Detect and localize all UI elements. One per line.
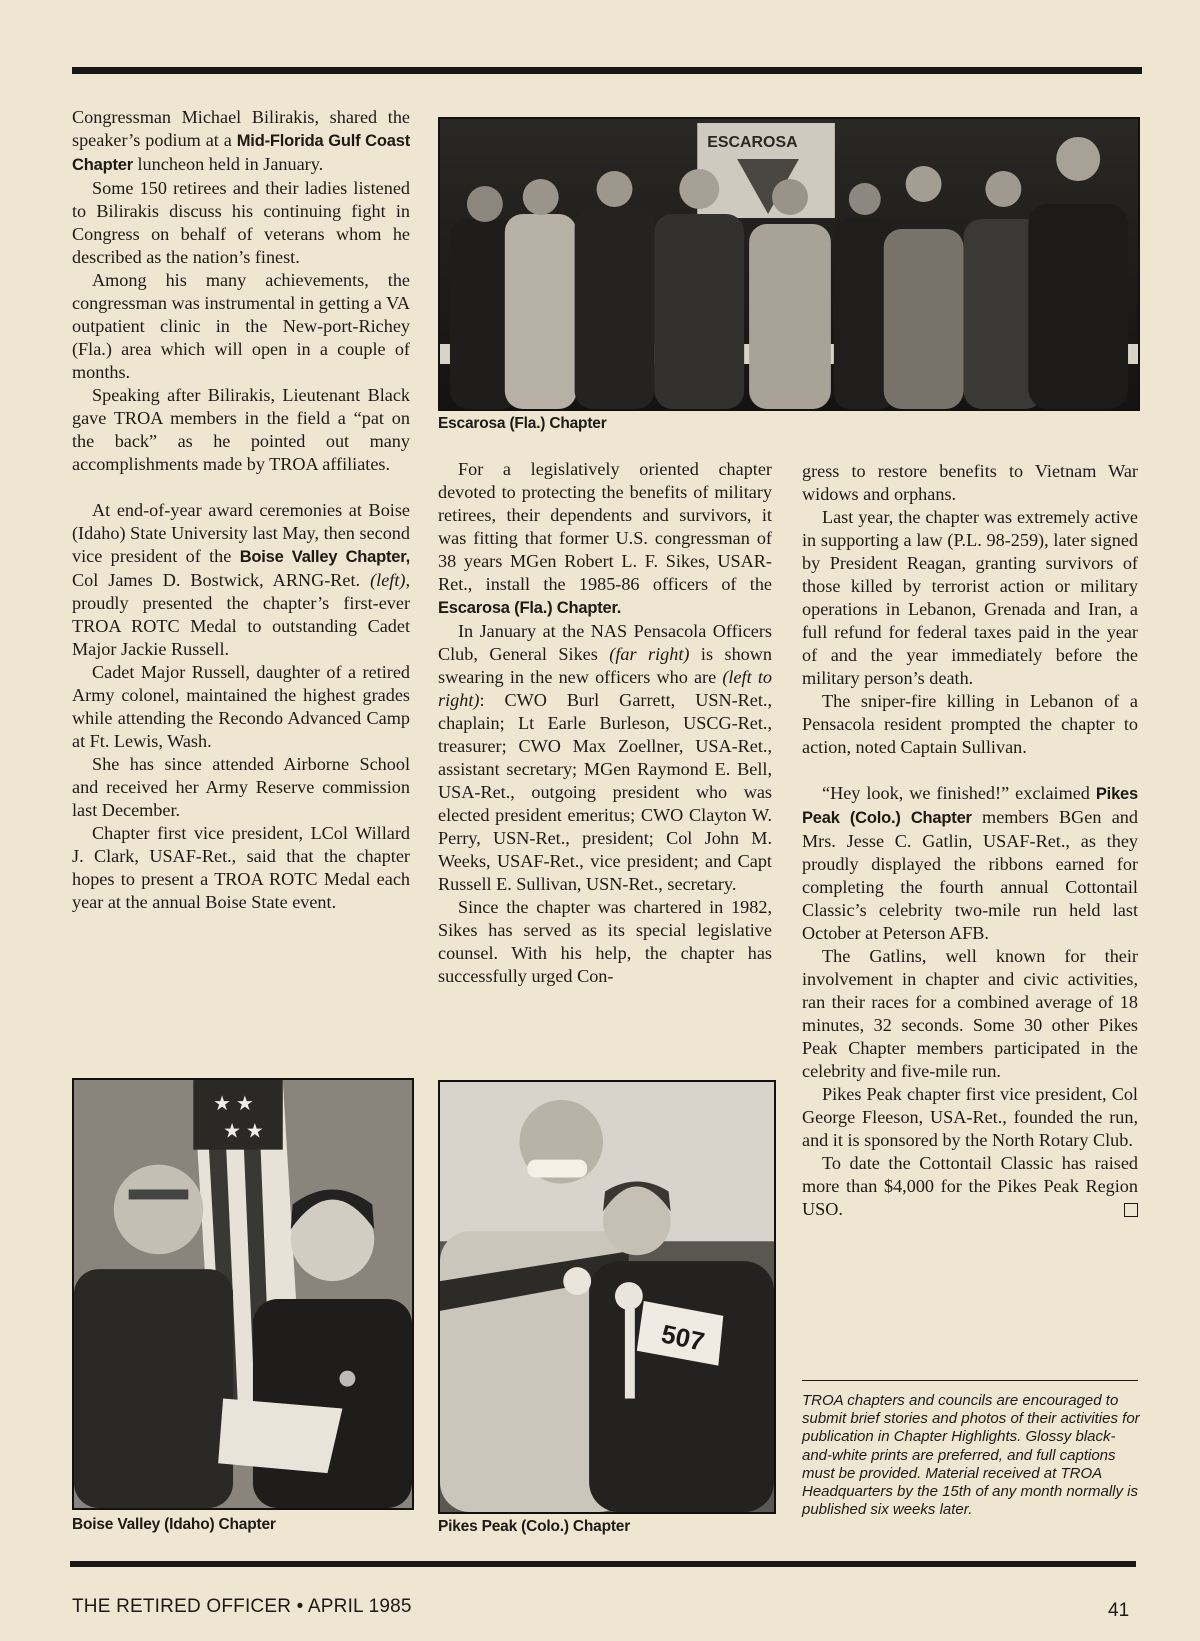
svg-text:★ ★: ★ ★ xyxy=(213,1092,254,1115)
column-3 xyxy=(802,460,1138,1221)
paragraph: Congressman Michael Bilirakis, shared the speaker’s podium at a Mid-Florida Gulf Coast Chapter luncheon held in January. xyxy=(72,107,410,174)
note-divider xyxy=(802,1380,1138,1381)
paragraph: Last year, the chapter was extremely active in supporting a law (P.L. 98-259), later signed by President Reagan, granting survivors of those killed by terrorist action or military operations in Lebanon, Grenada and Iran, a full refund for federal taxes paid in the year of and the year immediately before the military person’s death. xyxy=(802,507,1138,688)
submission-note: TROA chapters and councils are encouraged to submit brief stories and photos of their activities for publication in Chapter Highlights. Glossy black-and-white prints are preferred, and full captions must be provided. Material received at TROA Headquarters by the 15th of any month normally is published six weeks later. xyxy=(802,1392,1140,1519)
paragraph: gress to restore benefits to Vietnam War widows and orphans. xyxy=(802,461,1138,504)
paragraph: For a legislatively oriented chapter devoted to protecting the benefits of military retirees, their dependents and survivors, it was fitting that former U.S. congressman of 38 years MGen Robert L. F. Sikes, USAR-Ret., install the 1985-86 officers of the Escarosa (Fla.) Chapter. xyxy=(438,459,772,617)
escarosa-caption: Escarosa (Fla.) Chapter xyxy=(438,415,607,432)
chapter-name: Pikes Peak (Colo.) Chapter xyxy=(802,785,1138,827)
escarosa-chapter-photo xyxy=(438,117,1140,411)
page-number: 41 xyxy=(1108,1600,1130,1621)
svg-text:★ ★: ★ ★ xyxy=(223,1120,264,1143)
bottom-rule xyxy=(70,1561,1136,1567)
paragraph: The sniper-fire killing in Lebanon of a Pensacola resident prompted the chapter to action, noted Captain Sullivan. xyxy=(802,691,1138,757)
chapter-name: Escarosa (Fla.) Chapter. xyxy=(438,599,622,617)
paragraph: Chapter first vice president, LCol Willard J. Clark, USAF-Ret., said that the chapter hopes to present a TROA ROTC Medal each year at the annual Boise State event. xyxy=(72,823,410,912)
paragraph: At end-of-year award ceremonies at Boise (Idaho) State University last May, then second vice president of the Boise Valley Chapter, Col James D. Bostwick, ARNG-Ret. (left), proudly presented the chapter’s first-ever TROA ROTC Medal to outstanding Cadet Major Jackie Russell. xyxy=(72,500,410,659)
paragraph: Speaking after Bilirakis, Lieutenant Black gave TROA members in the field a “pat on the back” as he pointed out many accomplishments made by TROA affiliates. xyxy=(72,385,410,474)
paragraph: To date the Cottontail Classic has raised more than $4,000 for the Pikes Peak Region USO. xyxy=(802,1153,1138,1219)
chapter-name: Mid-Florida Gulf Coast Chapter xyxy=(72,132,410,174)
paragraph: Since the chapter was chartered in 1982, Sikes has served as its special legislative counsel. With his help, the chapter has successfully urged Con- xyxy=(438,897,772,986)
pikes-peak-chapter-photo xyxy=(438,1080,776,1514)
race-bib-number: 507 xyxy=(658,1320,707,1357)
boise-valley-chapter-photo xyxy=(72,1078,414,1510)
banner-text: ESCAROSA xyxy=(707,133,798,152)
paragraph: Among his many achievements, the congressman was instrumental in getting a VA outpatient clinic in the New-port-Richey (Fla.) area which will open in a couple of months. xyxy=(72,270,410,382)
column-2 xyxy=(438,458,772,988)
end-mark-icon xyxy=(1124,1203,1138,1217)
chapter-name: Boise Valley Chapter, xyxy=(239,548,410,566)
publication-footer: THE RETIRED OFFICER • APRIL 1985 xyxy=(72,1596,412,1617)
column-1 xyxy=(72,106,410,914)
paragraph: Some 150 retirees and their ladies listened to Bilirakis discuss his continuing fight in Congress on behalf of veterans whom he described as the nation’s finest. xyxy=(72,178,410,267)
paragraph: She has since attended Airborne School and received her Army Reserve commission last December. xyxy=(72,754,410,820)
pikes-peak-caption: Pikes Peak (Colo.) Chapter xyxy=(438,1518,631,1535)
paragraph: “Hey look, we finished!” exclaimed Pikes Peak (Colo.) Chapter members BGen and Mrs. Jesse C. Gatlin, USAF-Ret., as they proudly displayed the ribbons earned for completing the fourth annual Cottontail Classic’s celebrity two-mile run held last October at Peterson AFB. xyxy=(802,783,1138,943)
paragraph: In January at the NAS Pensacola Officers Club, General Sikes (far right) is shown swearing in the new officers who are (left to right): CWO Burl Garrett, USN-Ret., chaplain; Lt Earle Burleson, USCG-Ret., treasurer; CWO Max Zoellner, USA-Ret., assistant secretary; MGen Raymond E. Bell, USA-Ret., outgoing president who was elected president emeritus; CWO Clayton W. Perry, USN-Ret., president; Col John M. Weeks, USAF-Ret., vice president; and Capt Russell E. Sullivan, USN-Ret., secretary. xyxy=(438,621,772,894)
paragraph: Cadet Major Russell, daughter of a retired Army colonel, maintained the highest grades while attending the Recondo Advanced Camp at Ft. Lewis, Wash. xyxy=(72,662,410,751)
paragraph: Pikes Peak chapter first vice president, Col George Fleeson, USA-Ret., founded the run, and it is sponsored by the North Rotary Club. xyxy=(802,1084,1138,1150)
boise-caption: Boise Valley (Idaho) Chapter xyxy=(72,1516,276,1533)
paragraph: The Gatlins, well known for their involvement in chapter and civic activities, ran their races for a combined average of 18 minutes, 32 seconds. Some 30 other Pikes Peak Chapter members participated in the celebrity and five-mile run. xyxy=(802,946,1138,1081)
top-rule xyxy=(72,67,1142,74)
